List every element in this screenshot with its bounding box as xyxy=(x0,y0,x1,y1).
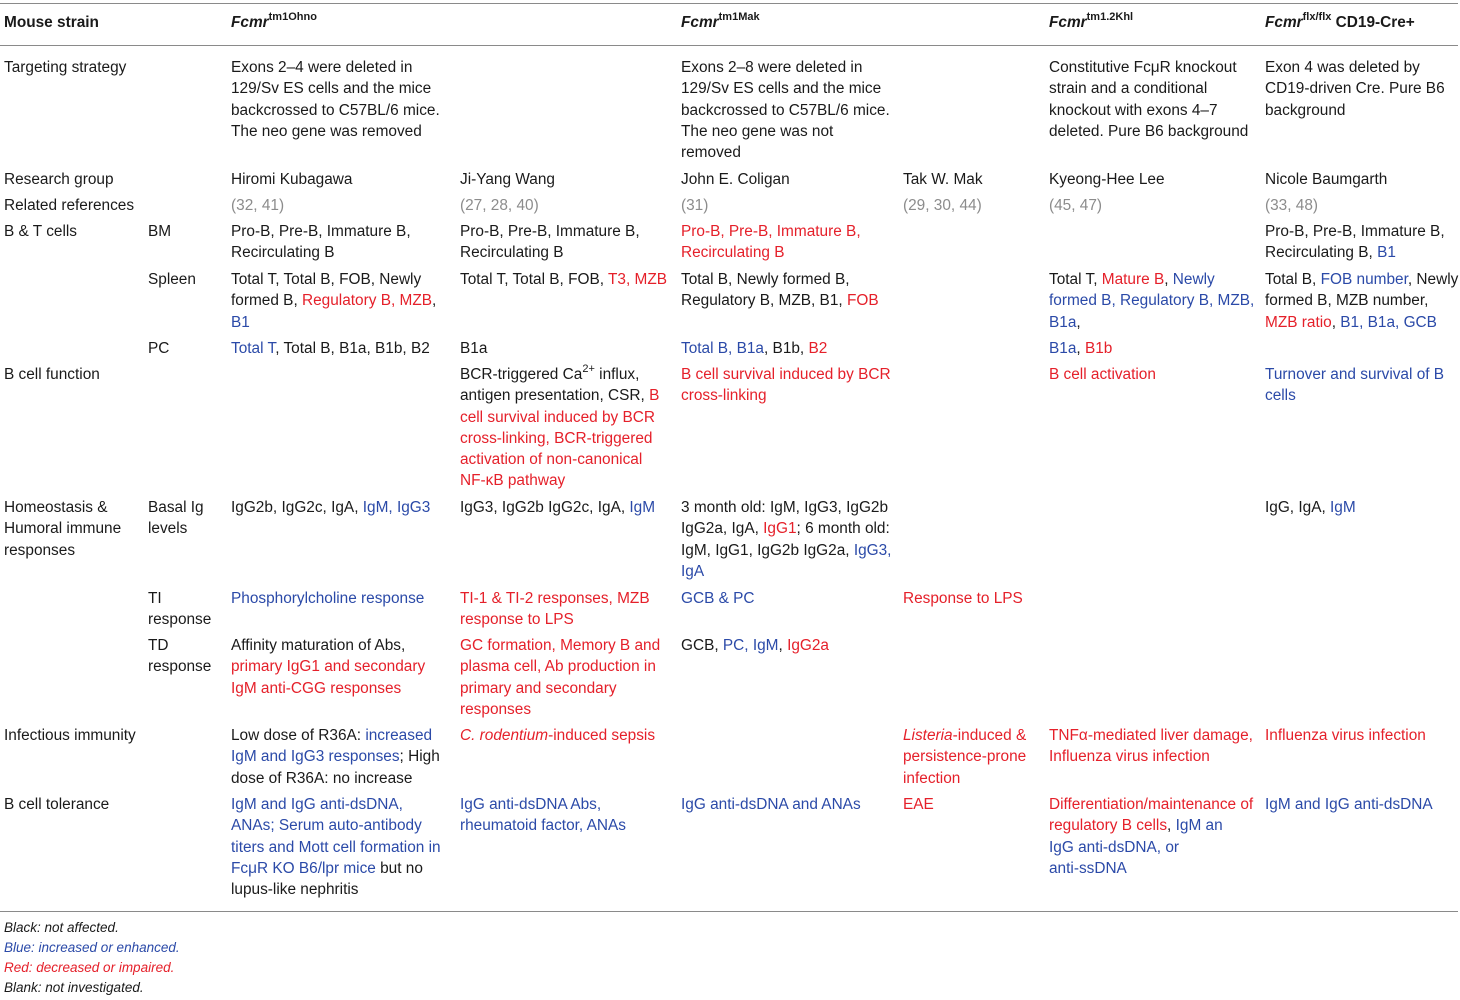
cell-text: knockout with exons 4–7 xyxy=(1049,101,1218,119)
cell-text: IgM and IgG anti-dsDNA, xyxy=(231,796,403,813)
cell-text: B1a xyxy=(460,340,488,357)
table-cell xyxy=(903,794,934,815)
cell-text: ) xyxy=(278,197,285,214)
cell-text: Response to LPS xyxy=(903,590,1023,607)
table-cell xyxy=(903,725,1026,789)
cell-text: GCB & PC xyxy=(681,590,755,607)
cell-text: B2 xyxy=(808,340,828,357)
cell-text: 2+ xyxy=(582,362,595,375)
cell-text: Affinity maturation of Abs, xyxy=(231,637,406,654)
table-bottom-rule xyxy=(0,911,1458,912)
cell-text: primary IgG1 and secondary xyxy=(231,658,426,676)
footnote: Black: not affected. xyxy=(4,920,119,935)
cell-text: B1a xyxy=(1049,340,1077,357)
table-cell xyxy=(1265,221,1445,264)
cell-text: GC formation, Memory B and xyxy=(460,637,661,654)
row-label: B & T cells xyxy=(4,223,77,240)
cell-text: Ji-Yang Wang xyxy=(460,171,555,188)
table-cell xyxy=(1049,169,1165,190)
cell-text: regulatory B cells xyxy=(1049,817,1168,835)
cell-text: 129/Sv ES cells and the mice xyxy=(681,80,882,98)
table-top-rule xyxy=(0,3,1458,4)
cell-text: Total B, xyxy=(1265,271,1321,288)
cell-text: strain and a conditional xyxy=(1049,80,1208,98)
table-cell xyxy=(681,338,827,359)
cell-text: anti-ssDNA xyxy=(1049,859,1127,877)
table-cell xyxy=(1049,269,1254,333)
strain-flx-tail: CD19-Cre+ xyxy=(1331,14,1415,31)
cell-text: Pro-B, Pre-B, Immature B, xyxy=(1265,223,1445,240)
cell-text: B1 xyxy=(231,313,250,331)
table-cell xyxy=(460,497,655,518)
table-cell xyxy=(231,794,441,900)
row-label: Infectious immunity xyxy=(4,727,136,744)
footnote: Blank: not investigated. xyxy=(4,980,144,995)
cell-text: activation of non-canonical xyxy=(460,451,643,469)
table-cell xyxy=(1265,269,1458,333)
cell-text: antigen presentation, CSR, xyxy=(460,387,650,405)
cell-text: , xyxy=(1076,340,1085,357)
cell-text: removed xyxy=(681,144,741,162)
cell-text: increased xyxy=(365,727,433,744)
cell-text: dose of R36A: no increase xyxy=(231,769,413,787)
cell-text: cells xyxy=(1265,387,1296,405)
cell-text: Total T, Total B, FOB, Newly xyxy=(231,271,422,288)
row-sublabel: PC xyxy=(148,340,170,357)
cell-text: C. rodentium xyxy=(460,727,549,744)
cell-text: (45, 47) xyxy=(1049,197,1103,214)
strain-mak-allele: tm1Mak xyxy=(718,10,760,23)
table-cell xyxy=(460,195,539,216)
cell-text: IgM anti-CGG responses xyxy=(231,679,402,697)
table-cell xyxy=(1049,364,1156,385)
cell-text: 41 xyxy=(261,197,279,214)
table-cell xyxy=(681,195,708,216)
strain-khl-base: Fcmr xyxy=(1049,14,1087,31)
cell-text: cross-linking, BCR-triggered xyxy=(460,429,653,447)
cell-text: Tak W. Mak xyxy=(903,171,983,188)
cell-text: FOB xyxy=(846,292,879,310)
table-cell xyxy=(231,169,352,190)
table-cell xyxy=(681,497,891,582)
cell-text: Influenza virus infection xyxy=(1265,727,1426,744)
table-cell xyxy=(460,169,555,190)
table-cell xyxy=(681,269,879,312)
cell-text: lupus-like nephritis xyxy=(231,881,359,899)
cell-text: Total T, Total B, FOB, xyxy=(460,271,608,288)
cell-text: IgM xyxy=(629,499,656,516)
table-cell xyxy=(460,364,659,492)
table-cell xyxy=(460,221,640,264)
table-cell xyxy=(460,635,660,720)
table-cell xyxy=(681,169,790,190)
cell-text: IgG2a xyxy=(787,637,829,654)
cell-text: Differentiation/maintenance of xyxy=(1049,796,1254,813)
table-cell xyxy=(1049,725,1253,768)
cell-text: Constitutive FcμR knockout xyxy=(1049,59,1237,76)
cell-text: responses xyxy=(460,700,532,718)
table-cell xyxy=(903,195,982,216)
cell-text: B cell activation xyxy=(1049,366,1156,383)
row-label: B cell tolerance xyxy=(4,796,110,813)
header-rule xyxy=(0,45,1458,46)
cell-text: Turnover and survival of B xyxy=(1265,366,1445,383)
cell-text: plasma cell, Ab production in xyxy=(460,658,656,676)
strain-flx-base: Fcmr xyxy=(1265,14,1303,31)
cell-text: persistence-prone xyxy=(903,748,1027,766)
cell-text: Kyeong-Hee Lee xyxy=(1049,171,1165,188)
table-cell xyxy=(1265,195,1318,216)
cell-text: formed B, xyxy=(231,292,302,310)
table-cell xyxy=(1265,497,1356,518)
cell-text: Influenza virus infection xyxy=(1049,748,1210,766)
row-label: Targeting strategy xyxy=(4,59,127,76)
cell-text: Phosphorylcholine response xyxy=(231,590,425,607)
table-cell xyxy=(1265,794,1433,815)
cell-text: 129/Sv ES cells and the mice xyxy=(231,80,432,98)
cell-text: MZB ratio xyxy=(1265,313,1332,331)
cell-text: rheumatoid factor, ANAs xyxy=(460,817,626,835)
cell-text: 3 month old: IgM, IgG3, IgG2b xyxy=(681,499,889,516)
table-cell xyxy=(231,221,411,264)
table-cell xyxy=(1265,169,1387,190)
cell-text: , Total B, B1a, B1b, B2 xyxy=(275,340,430,357)
cell-text: Exons 2–4 were deleted in xyxy=(231,59,413,76)
table-cell xyxy=(1049,794,1253,879)
table-cell xyxy=(460,588,650,631)
cell-text: (31) xyxy=(681,197,709,214)
cell-text: B1, B1a, GCB xyxy=(1340,313,1437,331)
cell-text: FOB number xyxy=(1320,271,1408,288)
cell-text: Recirculating B xyxy=(681,244,785,262)
cell-text: , xyxy=(432,292,437,310)
table-cell xyxy=(903,588,1023,609)
header-strain-ohno xyxy=(231,12,317,33)
table-cell xyxy=(460,338,487,359)
row-label: Homeostasis & Humoral immune responses xyxy=(4,499,122,559)
cell-text: PC, IgM xyxy=(722,637,779,654)
cell-text: Pro-B, Pre-B, Immature B, xyxy=(231,223,411,240)
cell-text: titers and Mott cell formation in xyxy=(231,838,441,856)
cell-text: formed B, MZB number, xyxy=(1265,292,1429,310)
cell-text: IgM, IgG1, IgG2b IgG2a, xyxy=(681,541,854,559)
cell-text: ; High xyxy=(399,748,440,766)
cell-text: Recirculating B xyxy=(460,244,564,262)
cell-text: ; 6 month old: xyxy=(796,520,890,538)
header-strain-khl xyxy=(1049,12,1133,33)
cell-text: Mature B xyxy=(1101,271,1165,288)
cell-text: backcrossed to C57BL/6 mice. xyxy=(681,101,890,119)
cell-text: IgG3, xyxy=(853,541,892,559)
row-sublabel: Basal Ig levels xyxy=(148,499,204,538)
cell-text: Total T, xyxy=(1049,271,1102,288)
table-cell xyxy=(1265,725,1426,746)
cell-text: IgG anti-dsDNA and ANAs xyxy=(681,796,861,813)
cell-text: Pro-B, Pre-B, Immature B, xyxy=(460,223,640,240)
row-label: B cell function xyxy=(4,366,100,383)
cell-text: , xyxy=(253,197,262,214)
cell-text: The neo gene was not xyxy=(681,122,834,140)
cell-text: Regulatory B, MZB xyxy=(302,292,433,310)
table-cell xyxy=(681,588,755,609)
table-cell xyxy=(460,725,655,746)
row-sublabel: Spleen xyxy=(148,271,196,288)
table-cell xyxy=(231,57,440,142)
cell-text: Total T xyxy=(231,340,276,357)
cell-text: B1b xyxy=(1084,340,1113,357)
cell-text: , xyxy=(1164,271,1173,288)
cell-text: John E. Coligan xyxy=(681,171,790,188)
footnote: Red: decreased or impaired. xyxy=(4,960,175,975)
cell-text: (27, 28, 40) xyxy=(460,197,539,214)
cell-text: Exons 2–8 were deleted in xyxy=(681,59,863,76)
table-cell xyxy=(1049,338,1112,359)
cell-text: FcμR KO B6/lpr mice xyxy=(231,859,376,877)
cell-text: 32 xyxy=(236,197,254,214)
cell-text: (33, 48) xyxy=(1265,197,1319,214)
cell-text: , xyxy=(1167,817,1176,835)
cell-text: IgM xyxy=(1330,499,1356,516)
cell-text: The neo gene was removed xyxy=(231,122,422,140)
table-cell xyxy=(681,364,891,407)
cell-text: Pro-B, Pre-B, Immature B, xyxy=(681,223,861,240)
table-cell xyxy=(1049,195,1102,216)
cell-text: Newly xyxy=(1172,271,1215,288)
footnote: Blue: increased or enhanced. xyxy=(4,940,180,955)
cell-text: B cell survival induced by BCR xyxy=(681,366,891,383)
cell-text: IgG anti-dsDNA Abs, xyxy=(460,796,602,813)
cell-text: Hiromi Kubagawa xyxy=(231,171,353,188)
cell-text: IgG2b, IgG2c, IgA, xyxy=(231,499,363,516)
table-cell xyxy=(681,221,861,264)
table-cell xyxy=(231,588,424,609)
cell-text: IgG, IgA, xyxy=(1265,499,1331,516)
cell-text: infection xyxy=(903,769,961,787)
cell-text: BCR-triggered Ca xyxy=(460,366,583,383)
table-cell xyxy=(1049,57,1248,142)
row-label: Related references xyxy=(4,197,135,214)
cell-text: Nicole Baumgarth xyxy=(1265,171,1388,188)
header-mouse-strain: Mouse strain xyxy=(4,14,99,31)
cell-text: IgM and IgG anti-dsDNA xyxy=(1265,796,1433,813)
cell-text: response to LPS xyxy=(460,611,574,629)
table-cell xyxy=(460,269,667,290)
cell-text: TNFα-mediated liver damage, xyxy=(1049,727,1253,744)
cell-text: , Newly xyxy=(1407,271,1459,288)
cell-text: (29, 30, 44) xyxy=(903,197,982,214)
cell-text: Total B, Newly formed B, xyxy=(681,271,850,288)
cell-text: backcrossed to C57BL/6 mice. xyxy=(231,101,440,119)
table-cell xyxy=(460,794,626,837)
cell-text: cross-linking xyxy=(681,387,767,405)
cell-text: but no xyxy=(375,859,423,877)
cell-text: background xyxy=(1265,101,1346,119)
table-cell xyxy=(231,635,425,699)
cell-text: Regulatory B, MZB, B1, xyxy=(681,292,847,310)
cell-text: Recirculating B, xyxy=(1265,244,1378,262)
cell-text: formed B, Regulatory B, MZB, xyxy=(1049,292,1255,310)
cell-text: IgG2a, IgA, xyxy=(681,520,764,538)
cell-text: GCB, xyxy=(681,637,723,654)
table-cell xyxy=(681,57,890,163)
row-label: Research group xyxy=(4,171,114,188)
cell-text: B1a xyxy=(1049,313,1077,331)
table-cell xyxy=(681,794,861,815)
row-sublabel: BM xyxy=(148,223,172,240)
cell-text: primary and secondary xyxy=(460,679,617,697)
cell-text: Low dose of R36A: xyxy=(231,727,366,744)
cell-text: deleted. Pure B6 background xyxy=(1049,122,1249,140)
cell-text: -induced & xyxy=(952,727,1027,744)
strain-khl-allele: tm1.2Khl xyxy=(1086,10,1134,23)
cell-text: IgG anti-dsDNA, or xyxy=(1049,838,1180,856)
strain-ohno-base: Fcmr xyxy=(231,14,269,31)
table-cell xyxy=(681,635,829,656)
table-cell xyxy=(1265,364,1444,407)
cell-text: Recirculating B xyxy=(231,244,335,262)
table-cell xyxy=(231,497,430,518)
table-cell xyxy=(231,725,440,789)
cell-text: , B1b, xyxy=(764,340,809,357)
cell-text: NF-κB pathway xyxy=(460,472,566,490)
cell-text: , xyxy=(1076,313,1081,331)
row-sublabel: TI response xyxy=(148,590,212,629)
cell-text: Listeria xyxy=(903,727,953,744)
cell-text: IgM and IgG3 responses xyxy=(231,748,400,766)
cell-text: ANAs; Serum auto-antibody xyxy=(231,817,422,835)
cell-text: Exon 4 was deleted by xyxy=(1265,59,1420,76)
cell-text: B xyxy=(649,387,660,405)
table-cell xyxy=(231,338,430,359)
cell-text: CD19-driven Cre. Pure B6 xyxy=(1265,80,1445,98)
cell-text: EAE xyxy=(903,796,934,813)
header-strain-mak xyxy=(681,12,760,33)
cell-text: T3, MZB xyxy=(608,271,667,288)
cell-text: B1 xyxy=(1377,244,1396,262)
strain-ohno-allele: tm1Ohno xyxy=(268,10,317,23)
strain-flx-allele: flx/flx xyxy=(1302,10,1332,23)
cell-text: IgG3, IgG2b IgG2c, IgA, xyxy=(460,499,630,516)
cell-text: Total B, B1a xyxy=(681,340,764,357)
cell-text: IgM an xyxy=(1175,817,1223,835)
cell-text: IgA xyxy=(681,562,705,580)
cell-text: IgM, IgG3 xyxy=(362,499,431,516)
row-sublabel: TD response xyxy=(148,637,212,676)
cell-text: , xyxy=(1331,313,1341,331)
cell-text: influx, xyxy=(594,366,640,383)
cell-text: , xyxy=(778,637,788,654)
table-cell xyxy=(231,195,284,216)
cell-text: cell survival induced by BCR xyxy=(460,408,656,426)
cell-text: IgG1 xyxy=(763,520,797,538)
header-strain-flx xyxy=(1265,12,1415,33)
cell-text: TI-1 & TI-2 responses, MZB xyxy=(460,590,650,607)
strain-mak-base: Fcmr xyxy=(681,14,719,31)
cell-text: ( xyxy=(231,197,237,214)
table-cell xyxy=(1265,57,1445,121)
table-cell xyxy=(231,269,436,333)
table-cell xyxy=(903,169,983,190)
cell-text: -induced sepsis xyxy=(548,727,656,744)
